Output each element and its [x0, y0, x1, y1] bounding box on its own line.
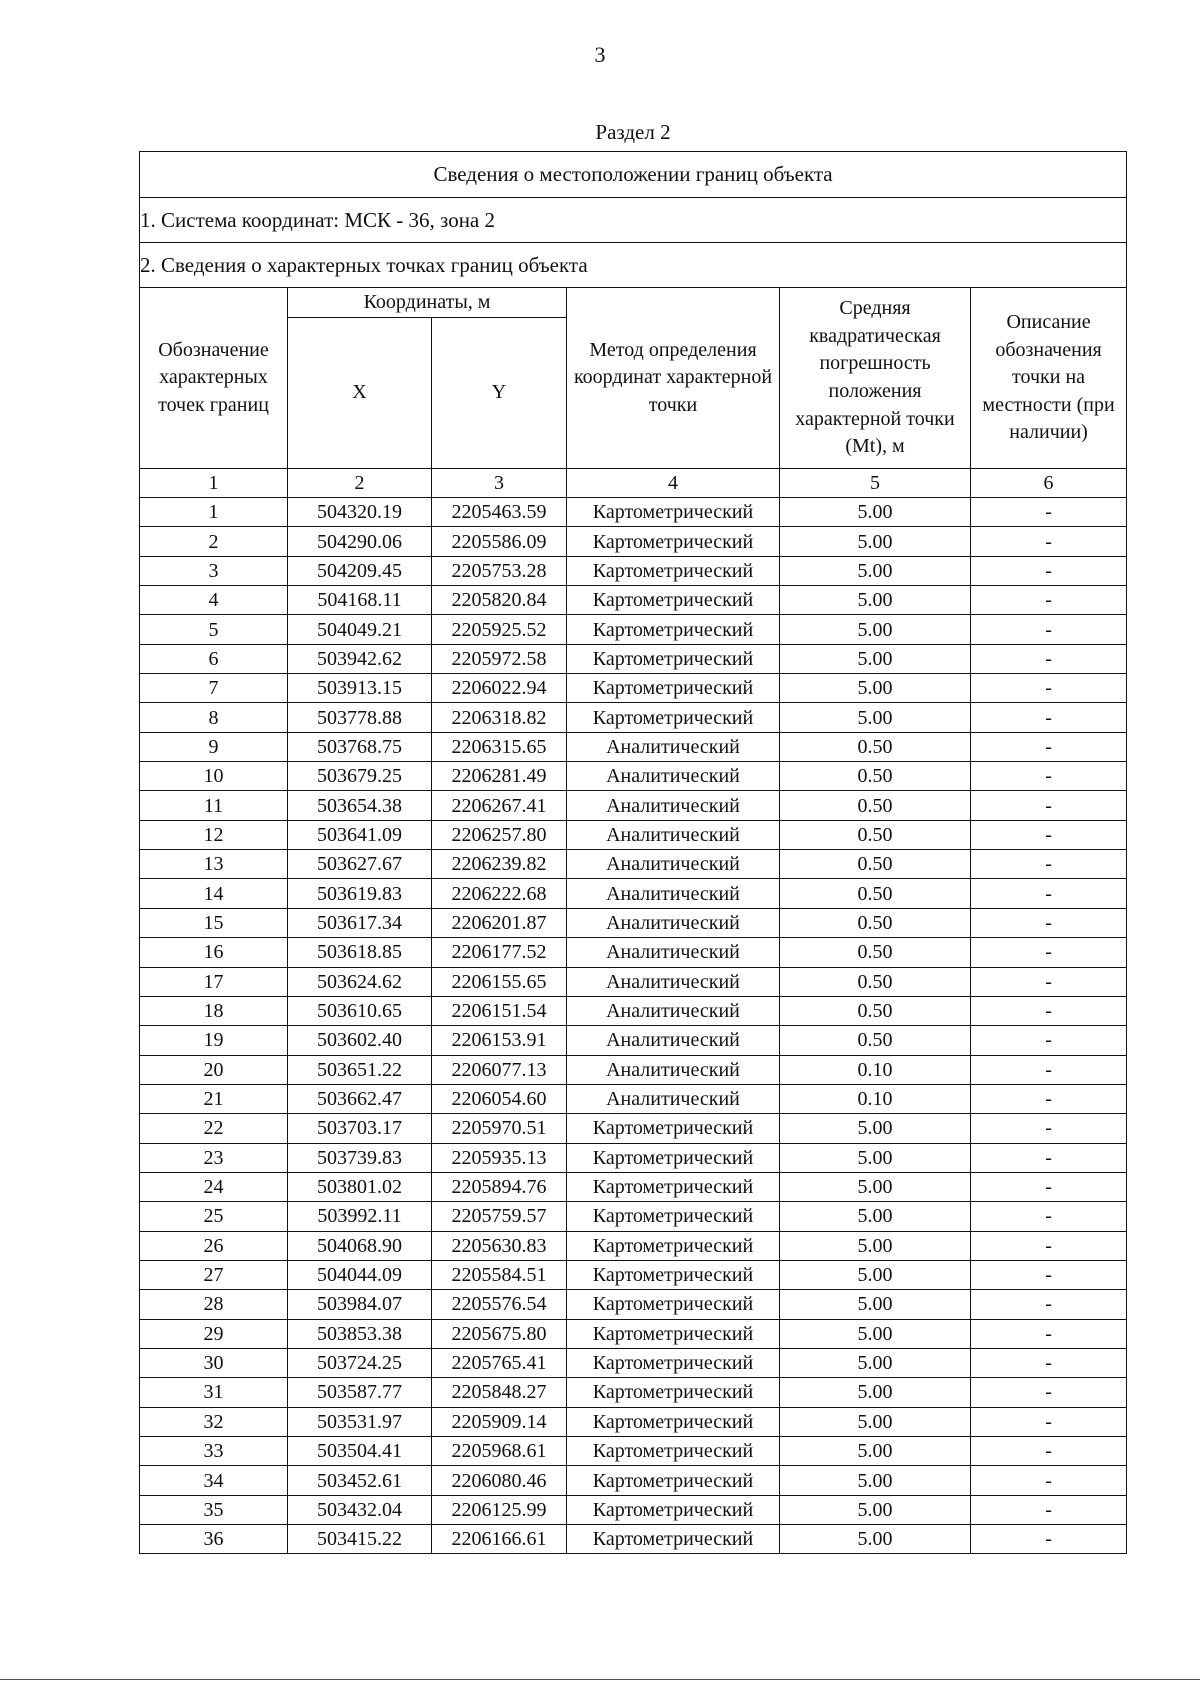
error-cell: 5.00 — [780, 1466, 971, 1495]
header-point: Обозначение характерных точек границ — [140, 288, 288, 469]
point-number-cell: 36 — [140, 1525, 288, 1554]
description-cell: - — [971, 967, 1127, 996]
x-coordinate-cell: 503679.25 — [288, 762, 432, 791]
point-number-cell: 6 — [140, 644, 288, 673]
point-number-cell: 28 — [140, 1290, 288, 1319]
error-cell: 5.00 — [780, 586, 971, 615]
point-number-cell: 32 — [140, 1407, 288, 1436]
point-number-cell: 27 — [140, 1260, 288, 1289]
method-cell: Аналитический — [567, 996, 780, 1025]
x-coordinate-cell: 504049.21 — [288, 615, 432, 644]
table-row — [140, 1378, 1127, 1407]
x-coordinate-cell: 503627.67 — [288, 850, 432, 879]
column-number: 6 — [971, 469, 1127, 498]
method-cell: Аналитический — [567, 938, 780, 967]
y-coordinate-cell: 2205463.59 — [432, 498, 567, 527]
error-cell: 0.10 — [780, 1084, 971, 1113]
error-cell: 0.50 — [780, 791, 971, 820]
error-cell: 5.00 — [780, 674, 971, 703]
y-coordinate-cell: 2206239.82 — [432, 850, 567, 879]
table-row — [140, 527, 1127, 556]
method-cell: Картометрический — [567, 586, 780, 615]
table-row — [140, 498, 1127, 527]
error-cell: 5.00 — [780, 1378, 971, 1407]
x-coordinate-cell: 503853.38 — [288, 1319, 432, 1348]
x-coordinate-cell: 503641.09 — [288, 820, 432, 849]
description-cell: - — [971, 732, 1127, 761]
point-number-cell: 26 — [140, 1231, 288, 1260]
table-row — [140, 1172, 1127, 1201]
method-cell: Аналитический — [567, 1055, 780, 1084]
method-cell: Аналитический — [567, 791, 780, 820]
column-number-row — [140, 469, 1127, 498]
point-number-cell: 3 — [140, 556, 288, 585]
point-number-cell: 10 — [140, 762, 288, 791]
error-cell: 5.00 — [780, 1319, 971, 1348]
point-number-cell: 8 — [140, 703, 288, 732]
description-cell: - — [971, 938, 1127, 967]
method-cell: Аналитический — [567, 1084, 780, 1113]
description-cell: - — [971, 1143, 1127, 1172]
x-coordinate-cell: 504320.19 — [288, 498, 432, 527]
x-coordinate-cell: 503452.61 — [288, 1466, 432, 1495]
point-number-cell: 13 — [140, 850, 288, 879]
error-cell: 5.00 — [780, 1114, 971, 1143]
table-row — [140, 1260, 1127, 1289]
y-coordinate-cell: 2205586.09 — [432, 527, 567, 556]
table-row — [140, 1495, 1127, 1524]
table-row — [140, 1437, 1127, 1466]
table-row — [140, 1231, 1127, 1260]
description-cell: - — [971, 820, 1127, 849]
y-coordinate-cell: 2206153.91 — [432, 1026, 567, 1055]
error-cell: 5.00 — [780, 498, 971, 527]
y-coordinate-cell: 2205894.76 — [432, 1172, 567, 1201]
description-cell: - — [971, 556, 1127, 585]
y-coordinate-cell: 2205584.51 — [432, 1260, 567, 1289]
y-coordinate-cell: 2205970.51 — [432, 1114, 567, 1143]
method-cell: Картометрический — [567, 1143, 780, 1172]
description-cell: - — [971, 908, 1127, 937]
method-cell: Картометрический — [567, 1525, 780, 1554]
point-number-cell: 7 — [140, 674, 288, 703]
error-cell: 0.50 — [780, 879, 971, 908]
coordinate-system: 1. Система координат: МСК - 36, зона 2 — [140, 198, 1127, 243]
data-rows — [140, 498, 1127, 1554]
x-coordinate-cell: 503801.02 — [288, 1172, 432, 1201]
description-cell: - — [971, 791, 1127, 820]
error-cell: 0.50 — [780, 732, 971, 761]
method-cell: Картометрический — [567, 615, 780, 644]
point-number-cell: 34 — [140, 1466, 288, 1495]
point-number-cell: 19 — [140, 1026, 288, 1055]
point-number-cell: 29 — [140, 1319, 288, 1348]
y-coordinate-cell: 2205848.27 — [432, 1378, 567, 1407]
error-cell: 5.00 — [780, 1290, 971, 1319]
description-cell: - — [971, 703, 1127, 732]
error-cell: 5.00 — [780, 1525, 971, 1554]
description-cell: - — [971, 498, 1127, 527]
y-coordinate-cell: 2205630.83 — [432, 1231, 567, 1260]
header-error: Средняя квадратическая погрешность положения характерной точки (Mt), м — [780, 288, 971, 469]
point-number-cell: 24 — [140, 1172, 288, 1201]
y-coordinate-cell: 2205753.28 — [432, 556, 567, 585]
table-row — [140, 762, 1127, 791]
table-row — [140, 850, 1127, 879]
bottom-rule — [0, 1679, 1200, 1680]
description-cell: - — [971, 1407, 1127, 1436]
error-cell: 5.00 — [780, 556, 971, 585]
error-cell: 5.00 — [780, 644, 971, 673]
y-coordinate-cell: 2205968.61 — [432, 1437, 567, 1466]
table-row — [140, 1026, 1127, 1055]
table-row — [140, 820, 1127, 849]
method-cell: Картометрический — [567, 498, 780, 527]
error-cell: 5.00 — [780, 1437, 971, 1466]
x-coordinate-cell: 503618.85 — [288, 938, 432, 967]
y-coordinate-cell: 2206201.87 — [432, 908, 567, 937]
x-coordinate-cell: 503739.83 — [288, 1143, 432, 1172]
method-cell: Картометрический — [567, 1260, 780, 1289]
method-cell: Аналитический — [567, 762, 780, 791]
x-coordinate-cell: 503662.47 — [288, 1084, 432, 1113]
section-title: Раздел 2 — [595, 120, 671, 144]
description-cell: - — [971, 1114, 1127, 1143]
x-coordinate-cell: 503610.65 — [288, 996, 432, 1025]
x-coordinate-cell: 503624.62 — [288, 967, 432, 996]
y-coordinate-cell: 2205935.13 — [432, 1143, 567, 1172]
description-cell: - — [971, 1026, 1127, 1055]
description-cell: - — [971, 1084, 1127, 1113]
table-row — [140, 1319, 1127, 1348]
table-row — [140, 1525, 1127, 1554]
point-number-cell: 16 — [140, 938, 288, 967]
table-row — [140, 879, 1127, 908]
x-coordinate-cell: 503942.62 — [288, 644, 432, 673]
x-coordinate-cell: 503768.75 — [288, 732, 432, 761]
y-coordinate-cell: 2205765.41 — [432, 1348, 567, 1377]
error-cell: 5.00 — [780, 527, 971, 556]
x-coordinate-cell: 503654.38 — [288, 791, 432, 820]
page-number: 3 — [594, 42, 606, 67]
method-cell: Аналитический — [567, 1026, 780, 1055]
header-method: Метод определения координат характерной точки — [567, 288, 780, 469]
y-coordinate-cell: 2205909.14 — [432, 1407, 567, 1436]
method-cell: Картометрический — [567, 1348, 780, 1377]
method-cell: Картометрический — [567, 1114, 780, 1143]
x-coordinate-cell: 504044.09 — [288, 1260, 432, 1289]
point-number-cell: 35 — [140, 1495, 288, 1524]
error-cell: 5.00 — [780, 1348, 971, 1377]
method-cell: Картометрический — [567, 1231, 780, 1260]
y-coordinate-cell: 2206222.68 — [432, 879, 567, 908]
x-coordinate-cell: 504290.06 — [288, 527, 432, 556]
method-cell: Картометрический — [567, 1437, 780, 1466]
point-number-cell: 1 — [140, 498, 288, 527]
description-cell: - — [971, 850, 1127, 879]
table-row — [140, 1290, 1127, 1319]
description-cell: - — [971, 1290, 1127, 1319]
column-number: 3 — [432, 469, 567, 498]
table-row — [140, 1407, 1127, 1436]
description-cell: - — [971, 1466, 1127, 1495]
description-cell: - — [971, 1348, 1127, 1377]
table-row — [140, 615, 1127, 644]
method-cell: Картометрический — [567, 1466, 780, 1495]
y-coordinate-cell: 2205925.52 — [432, 615, 567, 644]
y-coordinate-cell: 2205820.84 — [432, 586, 567, 615]
point-number-cell: 20 — [140, 1055, 288, 1084]
point-number-cell: 2 — [140, 527, 288, 556]
table-row — [140, 938, 1127, 967]
y-coordinate-cell: 2206054.60 — [432, 1084, 567, 1113]
description-cell: - — [971, 1172, 1127, 1201]
point-number-cell: 22 — [140, 1114, 288, 1143]
x-coordinate-cell: 503587.77 — [288, 1378, 432, 1407]
method-cell: Картометрический — [567, 703, 780, 732]
y-coordinate-cell: 2205759.57 — [432, 1202, 567, 1231]
point-number-cell: 14 — [140, 879, 288, 908]
column-number: 4 — [567, 469, 780, 498]
description-cell: - — [971, 527, 1127, 556]
error-cell: 0.50 — [780, 850, 971, 879]
description-cell: - — [971, 586, 1127, 615]
y-coordinate-cell: 2206022.94 — [432, 674, 567, 703]
y-coordinate-cell: 2206155.65 — [432, 967, 567, 996]
column-number: 1 — [140, 469, 288, 498]
error-cell: 0.50 — [780, 762, 971, 791]
method-cell: Картометрический — [567, 527, 780, 556]
description-cell: - — [971, 1231, 1127, 1260]
description-cell: - — [971, 1378, 1127, 1407]
point-number-cell: 23 — [140, 1143, 288, 1172]
point-number-cell: 9 — [140, 732, 288, 761]
error-cell: 0.50 — [780, 820, 971, 849]
point-number-cell: 11 — [140, 791, 288, 820]
header-x: X — [288, 318, 432, 469]
method-cell: Картометрический — [567, 1407, 780, 1436]
table-title: Сведения о местоположении границ объекта — [140, 152, 1127, 198]
x-coordinate-cell: 504068.90 — [288, 1231, 432, 1260]
method-cell: Картометрический — [567, 1319, 780, 1348]
table-row — [140, 732, 1127, 761]
description-cell: - — [971, 615, 1127, 644]
y-coordinate-cell: 2206315.65 — [432, 732, 567, 761]
error-cell: 5.00 — [780, 1231, 971, 1260]
method-cell: Картометрический — [567, 556, 780, 585]
description-cell: - — [971, 879, 1127, 908]
description-cell: - — [971, 1437, 1127, 1466]
point-number-cell: 18 — [140, 996, 288, 1025]
method-cell: Картометрический — [567, 674, 780, 703]
error-cell: 5.00 — [780, 1407, 971, 1436]
y-coordinate-cell: 2206080.46 — [432, 1466, 567, 1495]
x-coordinate-cell: 503619.83 — [288, 879, 432, 908]
error-cell: 5.00 — [780, 1202, 971, 1231]
y-coordinate-cell: 2206267.41 — [432, 791, 567, 820]
error-cell: 0.10 — [780, 1055, 971, 1084]
point-number-cell: 25 — [140, 1202, 288, 1231]
point-number-cell: 15 — [140, 908, 288, 937]
error-cell: 5.00 — [780, 1495, 971, 1524]
description-cell: - — [971, 1055, 1127, 1084]
description-cell: - — [971, 1202, 1127, 1231]
y-coordinate-cell: 2206151.54 — [432, 996, 567, 1025]
error-cell: 0.50 — [780, 1026, 971, 1055]
table-row — [140, 556, 1127, 585]
x-coordinate-cell: 503651.22 — [288, 1055, 432, 1084]
boundary-points-table — [139, 151, 1127, 1554]
table-row — [140, 586, 1127, 615]
y-coordinate-cell: 2206318.82 — [432, 703, 567, 732]
x-coordinate-cell: 503778.88 — [288, 703, 432, 732]
table-row — [140, 674, 1127, 703]
y-coordinate-cell: 2206177.52 — [432, 938, 567, 967]
error-cell: 5.00 — [780, 615, 971, 644]
x-coordinate-cell: 503617.34 — [288, 908, 432, 937]
table-row — [140, 1202, 1127, 1231]
description-cell: - — [971, 644, 1127, 673]
x-coordinate-cell: 503913.15 — [288, 674, 432, 703]
description-cell: - — [971, 996, 1127, 1025]
table-row — [140, 1055, 1127, 1084]
description-cell: - — [971, 674, 1127, 703]
error-cell: 0.50 — [780, 996, 971, 1025]
table-row — [140, 1466, 1127, 1495]
table-row — [140, 1348, 1127, 1377]
y-coordinate-cell: 2206281.49 — [432, 762, 567, 791]
point-number-cell: 21 — [140, 1084, 288, 1113]
header-y: Y — [432, 318, 567, 469]
x-coordinate-cell: 503984.07 — [288, 1290, 432, 1319]
method-cell: Картометрический — [567, 1378, 780, 1407]
y-coordinate-cell: 2206166.61 — [432, 1525, 567, 1554]
method-cell: Аналитический — [567, 850, 780, 879]
x-coordinate-cell: 504209.45 — [288, 556, 432, 585]
header-coordinates: Координаты, м — [288, 288, 567, 318]
point-number-cell: 12 — [140, 820, 288, 849]
point-number-cell: 33 — [140, 1437, 288, 1466]
point-number-cell: 30 — [140, 1348, 288, 1377]
description-cell: - — [971, 762, 1127, 791]
table-row — [140, 1084, 1127, 1113]
point-number-cell: 31 — [140, 1378, 288, 1407]
y-coordinate-cell: 2205972.58 — [432, 644, 567, 673]
error-cell: 5.00 — [780, 1172, 971, 1201]
description-cell: - — [971, 1525, 1127, 1554]
x-coordinate-cell: 503432.04 — [288, 1495, 432, 1524]
y-coordinate-cell: 2206077.13 — [432, 1055, 567, 1084]
description-cell: - — [971, 1495, 1127, 1524]
table-row — [140, 1143, 1127, 1172]
x-coordinate-cell: 503703.17 — [288, 1114, 432, 1143]
method-cell: Аналитический — [567, 732, 780, 761]
table-row — [140, 996, 1127, 1025]
x-coordinate-cell: 503602.40 — [288, 1026, 432, 1055]
table-row — [140, 644, 1127, 673]
x-coordinate-cell: 503415.22 — [288, 1525, 432, 1554]
table-row — [140, 703, 1127, 732]
error-cell: 5.00 — [780, 703, 971, 732]
method-cell: Аналитический — [567, 879, 780, 908]
description-cell: - — [971, 1319, 1127, 1348]
y-coordinate-cell: 2205576.54 — [432, 1290, 567, 1319]
y-coordinate-cell: 2206257.80 — [432, 820, 567, 849]
x-coordinate-cell: 503531.97 — [288, 1407, 432, 1436]
point-number-cell: 4 — [140, 586, 288, 615]
x-coordinate-cell: 503504.41 — [288, 1437, 432, 1466]
header-description: Описание обозначения точки на местности (при наличии) — [971, 288, 1127, 469]
method-cell: Картометрический — [567, 1495, 780, 1524]
column-number: 2 — [288, 469, 432, 498]
error-cell: 5.00 — [780, 1260, 971, 1289]
table-row — [140, 1114, 1127, 1143]
x-coordinate-cell: 503992.11 — [288, 1202, 432, 1231]
method-cell: Картометрический — [567, 1290, 780, 1319]
table-row — [140, 967, 1127, 996]
description-cell: - — [971, 1260, 1127, 1289]
method-cell: Картометрический — [567, 1202, 780, 1231]
y-coordinate-cell: 2205675.80 — [432, 1319, 567, 1348]
method-cell: Аналитический — [567, 967, 780, 996]
point-number-cell: 5 — [140, 615, 288, 644]
table-row — [140, 908, 1127, 937]
table-row — [140, 791, 1127, 820]
error-cell: 0.50 — [780, 967, 971, 996]
error-cell: 0.50 — [780, 938, 971, 967]
y-coordinate-cell: 2206125.99 — [432, 1495, 567, 1524]
x-coordinate-cell: 503724.25 — [288, 1348, 432, 1377]
method-cell: Аналитический — [567, 908, 780, 937]
method-cell: Картометрический — [567, 1172, 780, 1201]
method-cell: Аналитический — [567, 820, 780, 849]
points-info-heading: 2. Сведения о характерных точках границ объекта — [140, 243, 1127, 288]
error-cell: 0.50 — [780, 908, 971, 937]
point-number-cell: 17 — [140, 967, 288, 996]
error-cell: 5.00 — [780, 1143, 971, 1172]
method-cell: Картометрический — [567, 644, 780, 673]
column-number: 5 — [780, 469, 971, 498]
x-coordinate-cell: 504168.11 — [288, 586, 432, 615]
